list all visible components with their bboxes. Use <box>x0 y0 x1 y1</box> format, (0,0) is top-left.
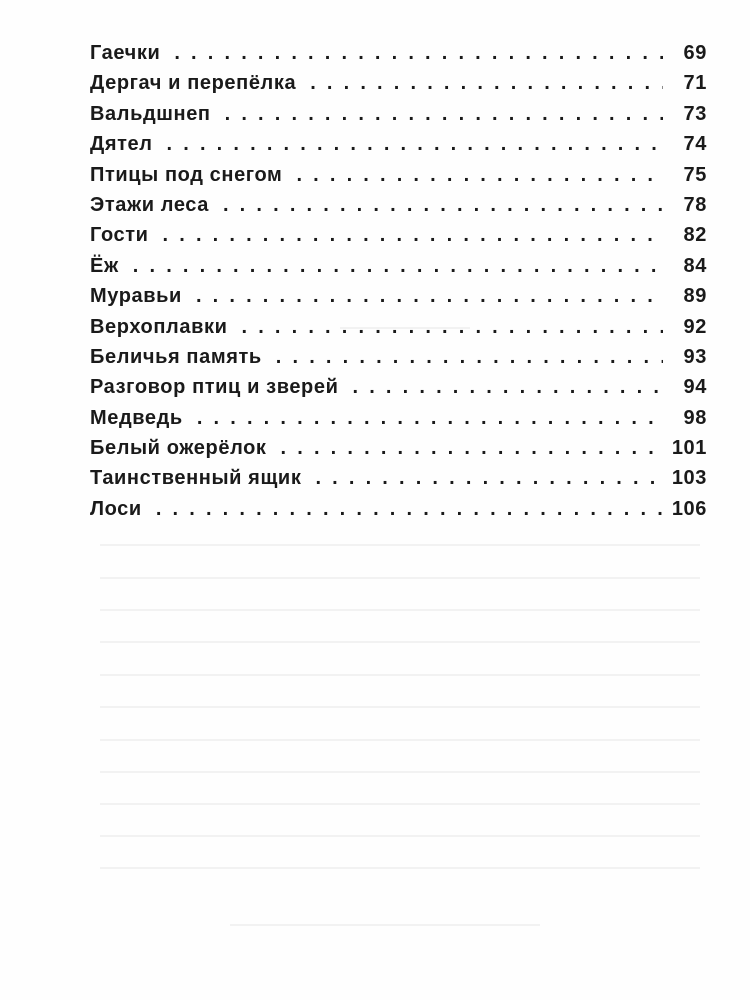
toc-entry-page-number: 101 <box>671 437 707 460</box>
dot-leader <box>223 194 663 217</box>
toc-entry-title: Дергач и перепёлка <box>90 72 297 95</box>
toc-entry-page-number: 84 <box>683 254 707 277</box>
toc-entry-title: Этажи леса <box>90 193 209 216</box>
toc-entry <box>90 164 707 194</box>
toc-entry <box>90 437 707 467</box>
toc-entry-title: Ёж <box>90 254 119 277</box>
dot-leader <box>281 437 662 460</box>
toc-entry <box>90 42 707 72</box>
toc-entry-title: Муравьи <box>90 285 182 308</box>
toc-entry-page-number: 82 <box>683 224 707 247</box>
toc-entry-title: Таинственный ящик <box>90 467 302 490</box>
toc-entry-title: Вальдшнеп <box>90 102 211 125</box>
toc-entry <box>90 346 707 376</box>
toc-entry <box>90 467 707 497</box>
dot-leader <box>156 498 662 521</box>
toc-entry-title: Гаечки <box>90 42 161 64</box>
toc-entry-title: Лоси <box>90 497 142 520</box>
table-of-contents <box>90 42 707 528</box>
toc-entry-title: Гости <box>90 224 149 247</box>
toc-entry-title: Разговор птиц и зверей <box>90 376 339 399</box>
toc-entry <box>90 376 707 406</box>
toc-entry <box>90 194 707 224</box>
dot-leader <box>174 42 663 65</box>
toc-entry-page-number: 92 <box>683 315 707 338</box>
toc-entry <box>90 285 707 315</box>
dot-leader <box>296 164 663 187</box>
toc-entry-title: Птицы под снегом <box>90 163 283 186</box>
dot-leader <box>276 346 663 369</box>
toc-entry <box>90 72 707 102</box>
toc-entry-page-number: 94 <box>683 376 707 399</box>
dot-leader <box>225 103 663 126</box>
dot-leader <box>197 407 663 430</box>
toc-entry <box>90 103 707 133</box>
dot-leader <box>315 467 661 490</box>
toc-entry-page-number: 73 <box>683 102 707 125</box>
dot-leader <box>353 376 664 399</box>
toc-entry-page-number: 89 <box>683 285 707 308</box>
dot-leader <box>196 285 663 308</box>
toc-entry-page-number: 78 <box>683 193 707 216</box>
toc-entry-title: Дятел <box>90 133 153 156</box>
dot-leader <box>167 133 663 156</box>
dot-leader <box>310 72 663 95</box>
toc-entry <box>90 407 707 437</box>
dot-leader <box>241 316 663 339</box>
toc-entry <box>90 316 707 346</box>
toc-entry <box>90 255 707 285</box>
toc-entry <box>90 133 707 163</box>
toc-entry-title: Медведь <box>90 406 183 429</box>
toc-entry-page-number: 74 <box>683 133 707 156</box>
toc-entry-page-number: 71 <box>683 72 707 95</box>
toc-entry-page-number: 93 <box>683 345 707 368</box>
toc-entry-page-number: 106 <box>671 497 707 520</box>
toc-entry-page-number: 98 <box>683 406 707 429</box>
toc-entry-page-number: 69 <box>683 42 707 64</box>
toc-entry-title: Беличья память <box>90 345 262 368</box>
toc-entry <box>90 224 707 254</box>
toc-entry-title: Белый ожерёлок <box>90 437 267 460</box>
dot-leader <box>133 255 663 278</box>
toc-entry-title: Верхоплавки <box>90 315 228 338</box>
toc-entry-page-number: 103 <box>671 467 707 490</box>
dot-leader <box>163 224 663 247</box>
toc-entry <box>90 498 707 528</box>
toc-entry-page-number: 75 <box>683 163 707 186</box>
